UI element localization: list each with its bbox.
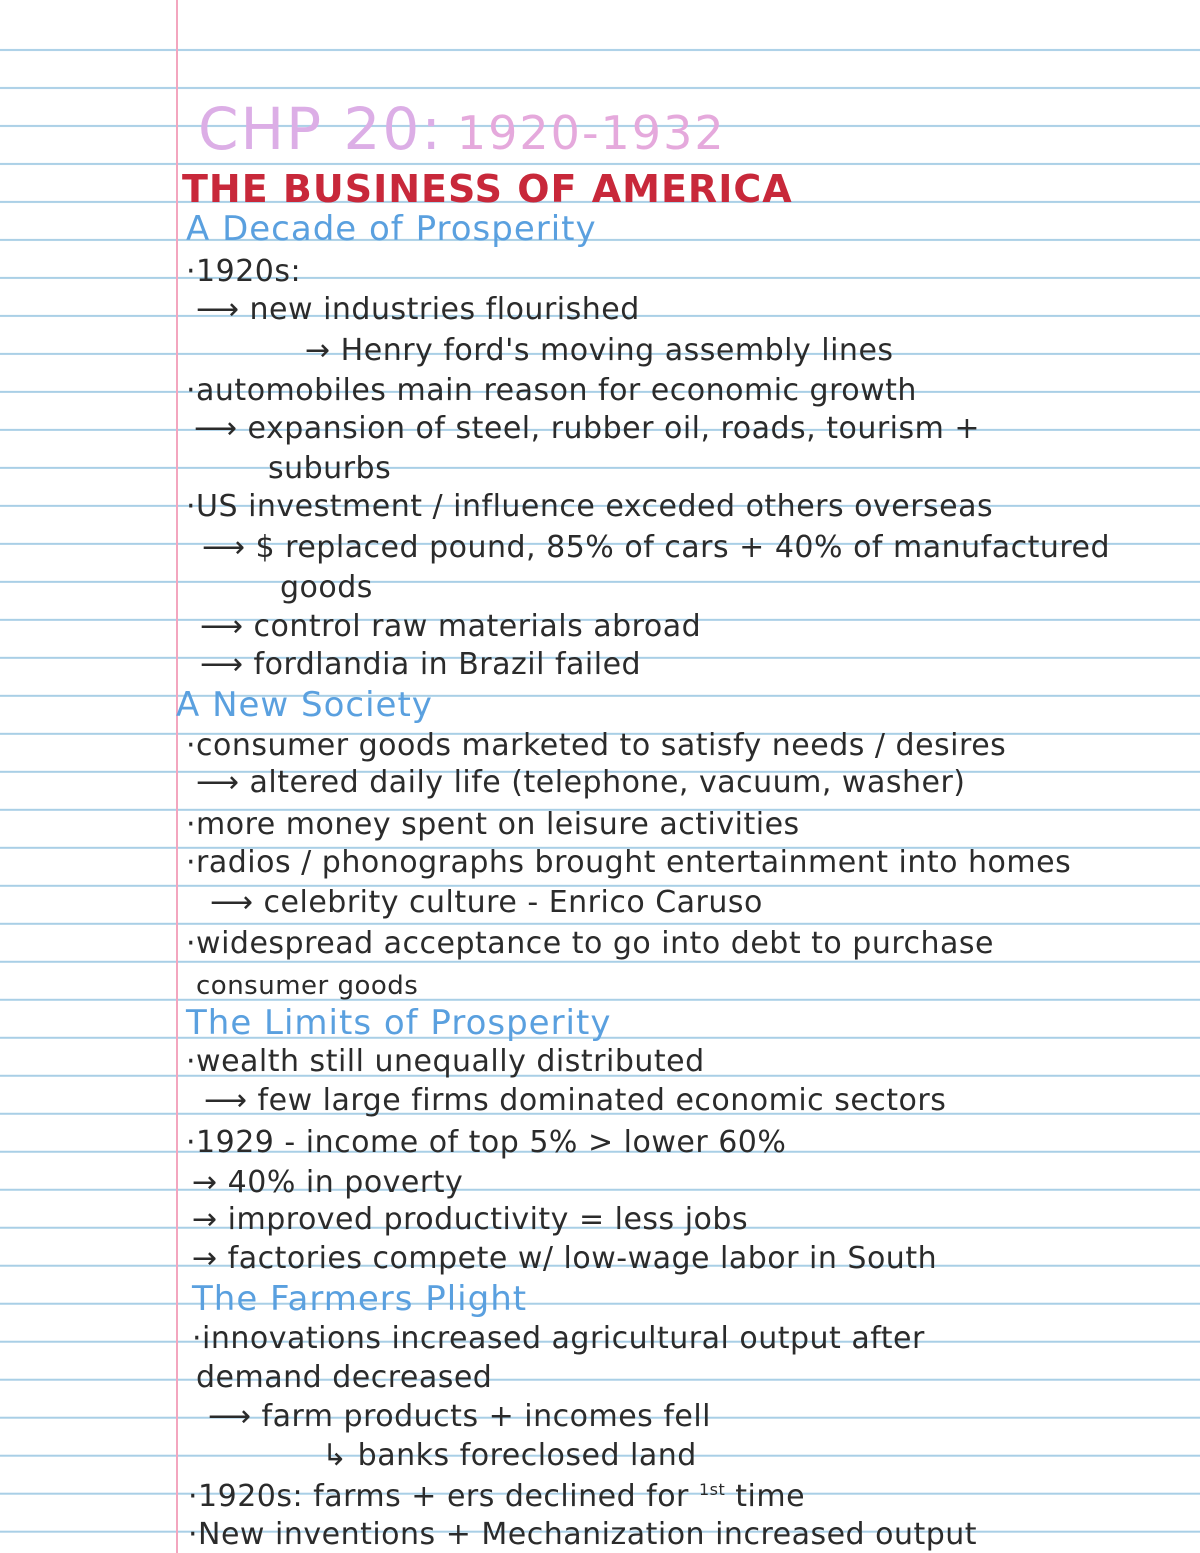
note-line: [188, 1479, 806, 1514]
section-heading-society: A New Society: [176, 685, 433, 725]
note-line: ⟶ control raw materials abroad: [200, 609, 702, 644]
note-line: ⟶ altered daily life (telephone, vacuum, washer): [196, 765, 966, 800]
note-text: time: [725, 1479, 806, 1514]
note-text: ·1920s: farms + ers declined for: [188, 1479, 689, 1514]
section-heading-farmers: The Farmers Plight: [192, 1279, 528, 1319]
note-line: ·US investment / influence exceded others overseas: [186, 489, 994, 524]
note-line: → Henry ford's moving assembly lines: [305, 333, 894, 368]
superscript-first: 1st: [698, 1480, 726, 1499]
note-line: ⟶ expansion of steel, rubber oil, roads, tourism +: [194, 411, 981, 446]
note-line: ⟶ $ replaced pound, 85% of cars + 40% of manufactured: [202, 530, 1111, 565]
note-line: ⟶ fordlandia in Brazil failed: [200, 647, 642, 682]
note-line: → 40% in poverty: [192, 1165, 464, 1200]
note-line: ·more money spent on leisure activities: [186, 807, 800, 842]
note-line: goods: [280, 570, 373, 605]
note-line: demand decreased: [196, 1360, 493, 1395]
note-line: ·automobiles main reason for economic growth: [186, 373, 917, 408]
note-line: → factories compete w/ low-wage labor in South: [192, 1241, 938, 1276]
section-heading-limits: The Limits of Prosperity: [186, 1003, 612, 1043]
note-line: ⟶ new industries flourished: [196, 292, 640, 327]
note-line: ·innovations increased agricultural output after: [192, 1321, 925, 1356]
chapter-years: 1920-1932: [456, 106, 726, 160]
section-heading-decade: A Decade of Prosperity: [186, 209, 597, 249]
notebook-margin-line: [176, 0, 178, 1553]
page-title: THE BUSINESS OF AMERICA: [182, 167, 793, 211]
note-line: ⟶ few large firms dominated economic sectors: [204, 1083, 947, 1118]
note-line: consumer goods: [196, 971, 419, 1001]
note-line: ↳ banks foreclosed land: [322, 1438, 697, 1473]
note-line: ·New inventions + Mechanization increased output: [188, 1517, 978, 1552]
note-line: ⟶ celebrity culture - Enrico Caruso: [210, 885, 763, 920]
note-line: ·1929 - income of top 5% > lower 60%: [186, 1125, 787, 1160]
note-line: ·wealth still unequally distributed: [186, 1044, 705, 1079]
note-line: ·widespread acceptance to go into debt to purchase: [186, 926, 994, 961]
note-line: ·1920s:: [186, 254, 302, 289]
note-line: ·radios / phonographs brought entertainment into homes: [186, 845, 1072, 880]
note-line: ·consumer goods marketed to satisfy needs / desires: [186, 728, 1007, 763]
note-line: ⟶ farm products + incomes fell: [208, 1399, 712, 1434]
chapter-number: CHP 20:: [198, 95, 443, 163]
chapter-heading: [198, 95, 726, 163]
note-line: suburbs: [268, 451, 392, 486]
note-line: → improved productivity = less jobs: [192, 1202, 749, 1237]
